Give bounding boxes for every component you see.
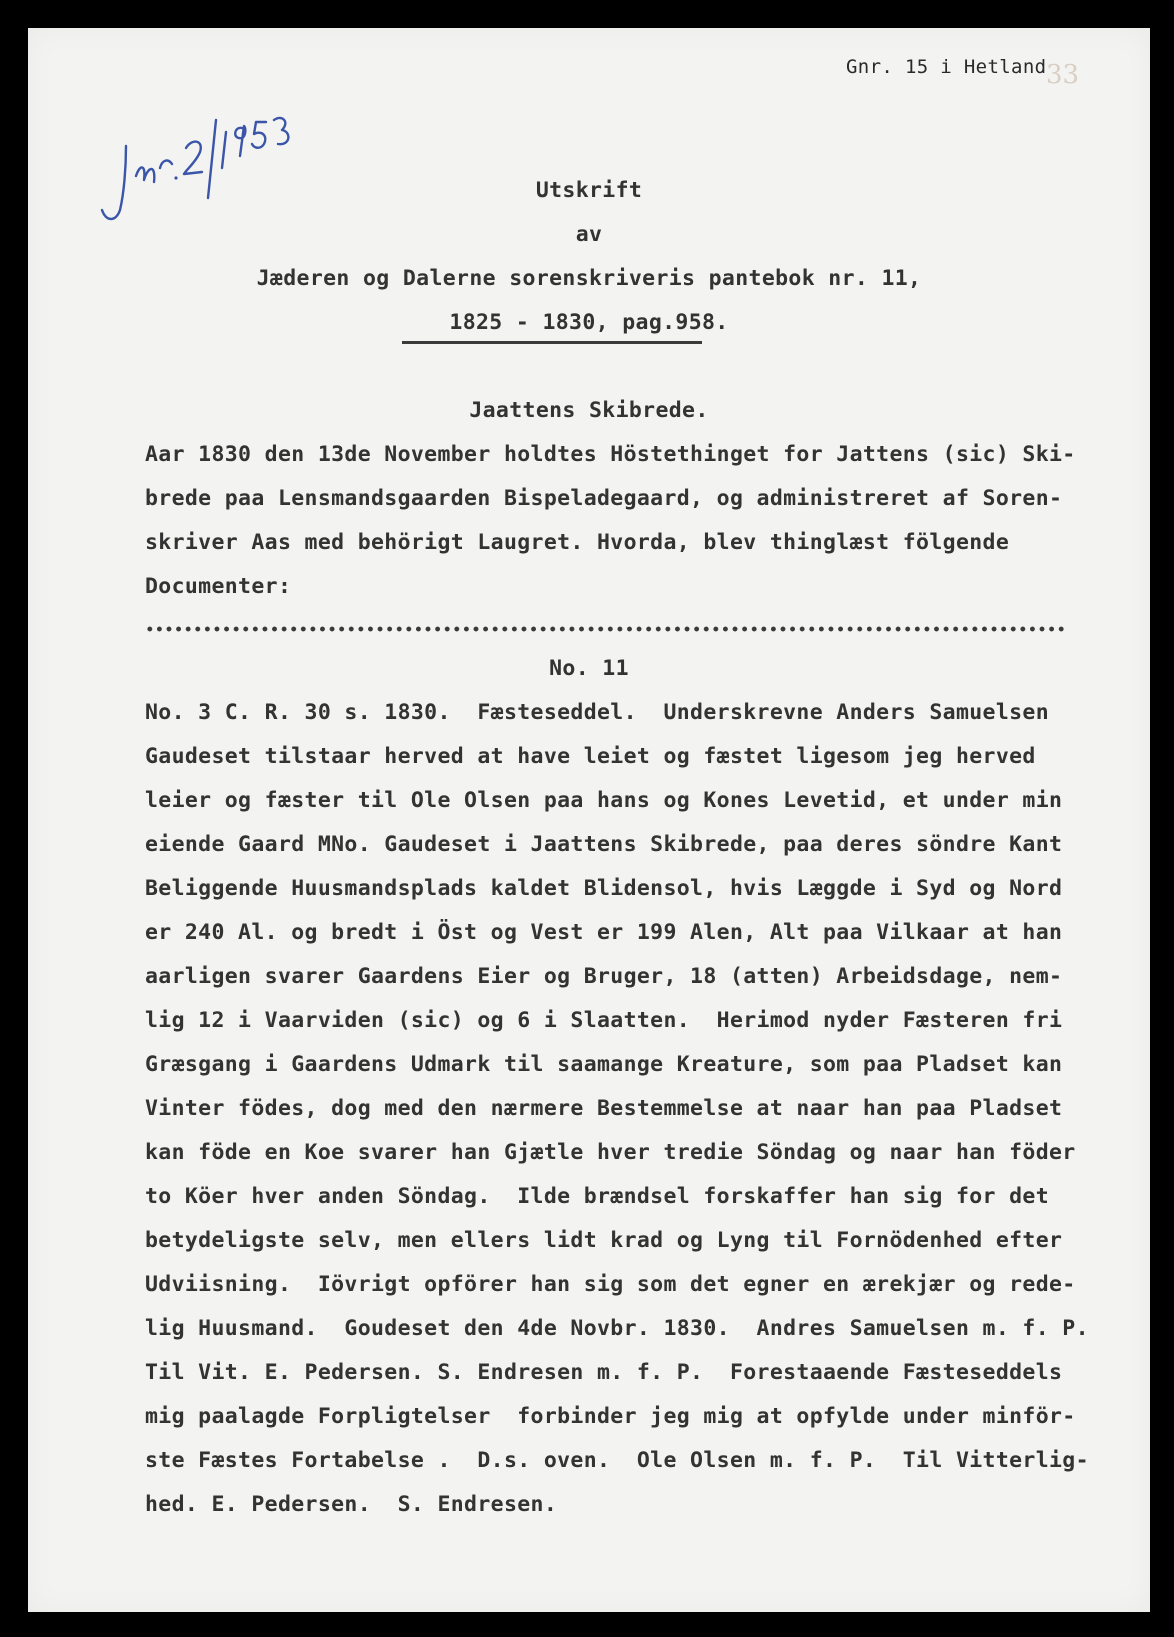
dotted-separator [145,625,1065,633]
entry-line: ste Fæstes Fortabelse . D.s. oven. Ole Olsen m. f. P. Til Vitterlig- [145,1448,1089,1473]
svg-text:Jnr. 2/1953: Jnr. 2/1953 [96,98,103,99]
faint-page-number: 33 [1046,60,1080,90]
reference-number: Gnr. 15 i Hetland [846,56,1047,78]
entry-line: Gaudeset tilstaar herved at have leiet og fæstet ligesom jeg herved [145,744,1036,769]
entry-line: aarligen svarer Gaardens Eier og Bruger, 18 (atten) Arbeidsdage, nem- [145,964,1063,989]
entry-number: No. 11 [549,656,629,681]
entry-line: Græsgang i Gaardens Udmark til saamange Kreature, som paa Pladset kan [145,1052,1063,1077]
title-line-4: 1825 - 1830, pag.958. [449,310,729,335]
entry-line: kan föde en Koe svarer han Gjætle hver tredie Söndag og naar han föder [145,1140,1076,1165]
entry-line: eiende Gaard MNo. Gaudeset i Jaattens Skibrede, paa deres söndre Kant [145,832,1063,857]
entry-line: Til Vit. E. Pedersen. S. Endresen m. f. P. Forestaaende Fæsteseddels [145,1360,1063,1385]
entry-line: lig Huusmand. Goudeset den 4de Novbr. 1830. Andres Samuelsen m. f. P. [145,1316,1089,1341]
title-line-1: Utskrift [535,178,643,203]
entry-line: lig 12 i Vaarviden (sic) og 6 i Slaatten. Herimod nyder Fæsteren fri [145,1008,1063,1033]
entry-line: hed. E. Pedersen. S. Endresen. [145,1492,558,1517]
section-line: Documenter: [145,574,292,599]
entry-line: No. 3 C. R. 30 s. 1830. Fæsteseddel. Underskrevne Anders Samuelsen [145,700,1049,725]
entry-line: Beliggende Huusmandsplads kaldet Blidensol, hvis Læggde i Syd og Nord [145,876,1063,901]
title-underline [402,341,702,344]
entry-line: Vinter födes, dog med den nærmere Bestemmelse at naar han paa Pladset [145,1096,1063,1121]
section-line: brede paa Lensmandsgaarden Bispeladegaard, og administreret af Soren- [145,486,1063,511]
section-line: skriver Aas med behörigt Laugret. Hvorda, blev thinglæst fölgende [145,530,1010,555]
handwritten-journal-note [96,98,296,228]
entry-line: betydeligste selv, men ellers lidt krad og Lyng til Fornödenhed efter [145,1228,1063,1253]
entry-line: er 240 Al. og bredt i Öst og Vest er 199 Alen, Alt paa Vilkaar at han [145,920,1063,945]
document-page [28,28,1150,1612]
title-line-2: av [575,222,603,247]
entry-line: mig paalagde Forpligtelser forbinder jeg mig at opfylde under minför- [145,1404,1076,1429]
entry-line: Udviisning. Iövrigt opförer han sig som det egner en ærekjær og rede- [145,1272,1076,1297]
section-heading: Jaattens Skibrede. [469,398,709,423]
title-line-3: Jæderen og Dalerne sorenskriveris pantebok nr. 11, [256,266,922,291]
entry-line: leier og fæster til Ole Olsen paa hans og Kones Levetid, et under min [145,788,1063,813]
section-line: Aar 1830 den 13de November holdtes Höstethinget for Jattens (sic) Ski- [145,442,1076,467]
entry-line: to Köer hver anden Söndag. Ilde brændsel forskaffer han sig for det [145,1184,1049,1209]
